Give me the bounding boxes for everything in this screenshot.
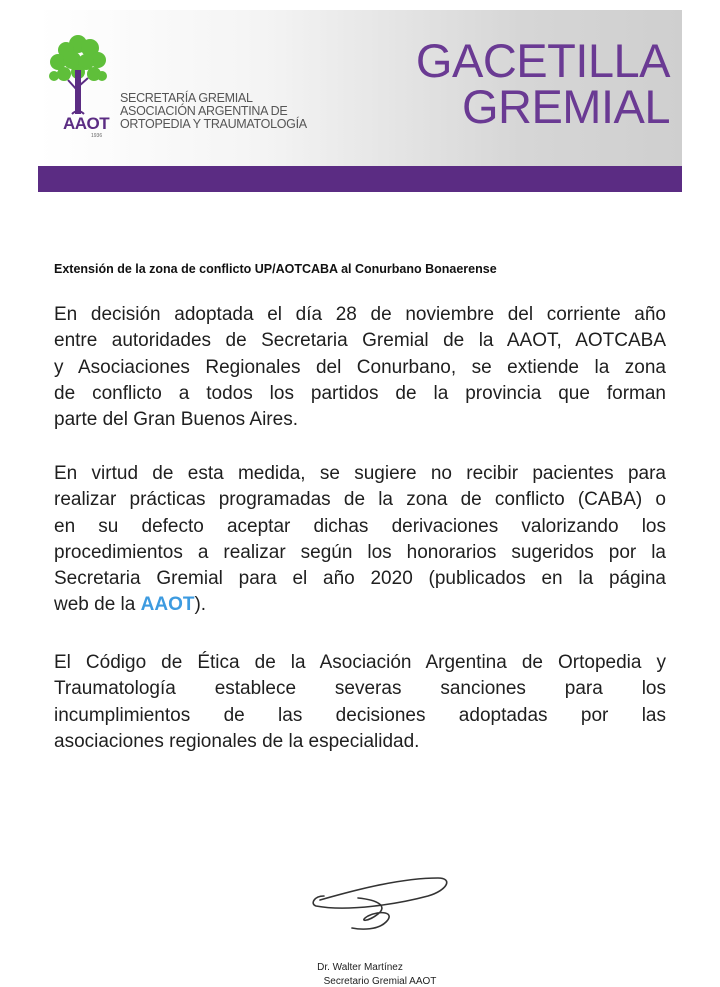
secretaria-line: SECRETARÍA GREMIAL	[120, 91, 253, 105]
gacetilla-title	[415, 34, 670, 133]
secretaria-line: ASOCIACIÓN ARGENTINA DE	[120, 104, 288, 118]
paragraph-3	[54, 650, 666, 755]
aaot-logo-mark: AAOT	[63, 114, 110, 133]
secretaria-line: ORTOPEDIA Y TRAUMATOLOGÍA	[120, 117, 307, 131]
signer-role: Secretario Gremial AAOT	[323, 976, 437, 987]
paragraph-line: En decisión adoptada el día 28 de noviembre del corriente año	[54, 304, 666, 325]
paragraph-line: Traumatología establece severas sanciones para los	[54, 678, 666, 700]
paragraph-line: y Asociaciones Regionales del Conurbano, se extiende la zona	[54, 356, 666, 378]
paragraph-line: en su defecto aceptar dichas derivaciones valorizando los	[54, 515, 666, 537]
text-fragment: web de la	[54, 594, 141, 616]
paragraph-line: Secretaria Gremial para el año 2020 (publicados en la página	[54, 568, 666, 590]
paragraph-line: de conflicto a todos los partidos de la provincia que forman	[54, 382, 666, 404]
aaot-link[interactable]: AAOT	[140, 594, 195, 616]
paragraph-1	[54, 302, 666, 433]
gacetilla-title-line: GACETILLA	[415, 34, 670, 87]
paragraph-line: parte del Gran Buenos Aires.	[54, 409, 298, 431]
paragraph-line: entre autoridades de Secretaria Gremial de la AAOT, AOTCABA	[54, 330, 666, 352]
handwritten-signature	[308, 870, 458, 940]
secretaria-label	[120, 92, 307, 131]
header-accent-bar	[38, 166, 682, 192]
aaot-logo-year: 1936	[91, 133, 103, 139]
paragraph-2	[54, 461, 666, 619]
paragraph-line: incumplimientos de las decisiones adoptadas por las	[54, 704, 666, 726]
paragraph-line: asociaciones regionales de la especialidad.	[54, 730, 420, 752]
paragraph-line: El Código de Ética de la Asociación Argentina de Ortopedia y	[54, 652, 666, 673]
gacetilla-title-line: GREMIAL	[461, 80, 670, 133]
paragraph-line: procedimientos a realizar según los honorarios sugeridos por la	[54, 541, 666, 563]
headline: Extensión de la zona de conflicto UP/AOTCABA al Conurbano Bonaerense	[54, 262, 497, 276]
paragraph-last-line	[54, 592, 666, 618]
paragraph-line: realizar prácticas programadas de la zona de conflicto (CABA) o	[54, 489, 666, 511]
paragraph-line: En virtud de esta medida, se sugiere no recibir pacientes para	[54, 463, 666, 484]
signer-name: Dr. Walter Martínez	[317, 962, 403, 973]
text-fragment: ).	[194, 594, 207, 616]
